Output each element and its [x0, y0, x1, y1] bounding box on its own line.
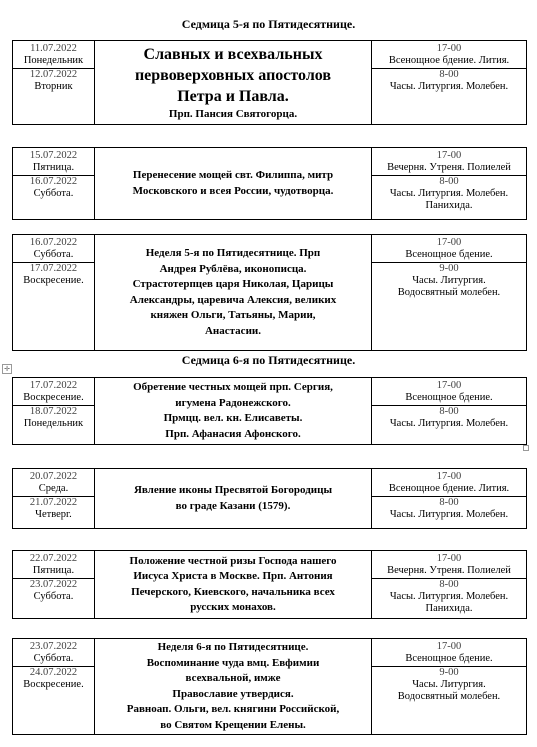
feast-cell — [95, 235, 372, 351]
weekday: Суббота. — [33, 652, 74, 664]
service-text: Часы. Литургия. — [412, 275, 486, 286]
date: 18.07.2022 — [29, 406, 78, 417]
day-cell — [13, 667, 95, 735]
weekday: Суббота. — [33, 248, 74, 260]
weekday: Вторник — [34, 81, 73, 92]
day-cell — [13, 378, 95, 406]
day-cell — [13, 235, 95, 263]
service-text: Всенощное бдение. — [405, 391, 493, 403]
date: 22.07.2022 — [29, 552, 78, 564]
day-cell — [13, 639, 95, 667]
weekday: Среда. — [38, 482, 69, 494]
service-time: 9-00 — [439, 667, 459, 678]
service-cell — [372, 469, 527, 497]
week-heading-5: Седмица 5-я по Пятидесятнице. — [181, 17, 356, 31]
day-cell — [13, 148, 95, 176]
service-text: Всенощное бдение. — [405, 652, 493, 664]
feast-line: во Святом Крещении Елены. — [160, 718, 306, 731]
weekday: Понедельник — [23, 418, 84, 429]
feast-line: Воспоминание чуда вмц. Евфимии — [146, 656, 320, 669]
feast-line: Православие утвердися. — [172, 687, 294, 700]
service-time: 17-00 — [436, 149, 462, 161]
weekday: Понедельник — [23, 54, 84, 66]
date: 23.07.2022 — [29, 579, 78, 590]
weekday: Суббота. — [33, 188, 74, 199]
weekday: Пятница. — [32, 161, 75, 173]
day-cell — [13, 69, 95, 125]
feast-line: всехвальной, имже — [185, 672, 281, 684]
feast-note: Прп. Пансия Святогорца. — [168, 108, 298, 120]
date: 17.07.2022 — [29, 379, 78, 391]
feast-line: Московского и всея России, чудотворца. — [132, 184, 334, 197]
service-text: Всенощное бдение. — [405, 248, 493, 260]
service-time: 8-00 — [439, 579, 459, 590]
feast-line: первоверховных апостолов — [134, 67, 332, 84]
feast-line: Равноап. Ольги, вел. княгини Российской, — [126, 703, 340, 715]
week-heading-6: Седмица 6-я по Пятидесятнице. — [181, 353, 356, 367]
service-text: Панихида. — [425, 200, 473, 211]
feast-line: Перенесение мощей свт. Филиппа, митр — [132, 169, 334, 181]
service-text: Водосвятный молебен. — [397, 287, 501, 298]
feast-cell — [95, 639, 372, 735]
date: 16.07.2022 — [29, 236, 78, 248]
service-cell — [372, 579, 527, 619]
service-time: 8-00 — [439, 69, 459, 80]
feast-line: Страстотерпцев царя Николая, Царицы — [132, 278, 334, 290]
service-text: Панихида. — [425, 603, 473, 614]
feast-line: Неделя 5-я по Пятидесятнице. Прп — [145, 247, 321, 259]
service-time: 17-00 — [436, 42, 462, 54]
service-text: Часы. Литургия. Молебен. — [389, 591, 509, 602]
schedule-block — [12, 550, 527, 619]
date: 16.07.2022 — [29, 176, 78, 187]
date: 24.07.2022 — [29, 667, 78, 678]
feast-line: княжен Ольги, Татьяны, Марии, — [150, 309, 316, 321]
feast-line: игумена Радонежского. — [175, 396, 291, 409]
service-cell — [372, 263, 527, 351]
service-time: 17-00 — [436, 236, 462, 248]
service-text: Часы. Литургия. Молебен. — [389, 509, 509, 520]
feast-cell — [95, 41, 372, 125]
date: 20.07.2022 — [29, 470, 78, 482]
weekday: Суббота. — [33, 591, 74, 602]
day-cell — [13, 263, 95, 351]
service-time: 8-00 — [439, 406, 459, 417]
feast-line: Петра и Павла. — [177, 88, 289, 105]
feast-line: Александры, царевича Алексия, великих — [129, 293, 337, 306]
schedule-block — [12, 377, 527, 445]
weekday: Воскресение. — [23, 391, 84, 403]
feast-line: Прмцц. вел. кн. Елисаветы. — [163, 412, 303, 424]
service-cell — [372, 551, 527, 579]
feast-line: Неделя 6-я по Пятидесятнице. — [157, 641, 309, 653]
day-cell — [13, 579, 95, 619]
date: 17.07.2022 — [29, 263, 78, 274]
feast-line: Славных и всехвальных — [143, 46, 323, 63]
service-text: Часы. Литургия. — [412, 679, 486, 690]
service-cell — [372, 406, 527, 445]
schedule-block — [12, 468, 527, 529]
day-cell — [13, 551, 95, 579]
service-cell — [372, 235, 527, 263]
date: 15.07.2022 — [29, 149, 78, 161]
service-time: 17-00 — [436, 470, 462, 482]
service-cell — [372, 639, 527, 667]
feast-cell — [95, 148, 372, 220]
service-text: Часы. Литургия. Молебен. — [389, 188, 509, 199]
date: 12.07.2022 — [29, 69, 78, 80]
day-cell — [13, 176, 95, 220]
service-time: 17-00 — [436, 379, 462, 391]
service-cell — [372, 378, 527, 406]
feast-line: во граде Казани (1579). — [175, 499, 291, 512]
feast-cell — [95, 469, 372, 529]
service-time: 17-00 — [436, 640, 462, 652]
table-resize-handle-icon[interactable] — [523, 445, 529, 451]
schedule-block — [12, 234, 527, 351]
service-time: 8-00 — [439, 176, 459, 187]
service-text: Вечерня. Утреня. Полиелей — [387, 161, 511, 173]
day-cell — [13, 497, 95, 529]
feast-line: Обретение честных мощей прп. Сергия, — [133, 381, 333, 393]
day-cell — [13, 469, 95, 497]
service-cell — [372, 176, 527, 220]
feast-line: Андрея Рублёва, иконописца. — [159, 262, 307, 275]
service-text: Часы. Литургия. Молебен. — [389, 81, 509, 92]
feast-cell — [95, 378, 372, 445]
service-cell — [372, 667, 527, 735]
feast-line: Анастасии. — [204, 324, 261, 337]
weekday: Воскресение. — [23, 275, 84, 286]
service-text: Часы. Литургия. Молебен. — [389, 418, 509, 429]
day-cell — [13, 41, 95, 69]
schedule-block — [12, 638, 527, 735]
feast-line: Иисуса Христа в Москве. Прп. Антония — [133, 570, 333, 582]
feast-line: Прп. Афанасия Афонского. — [165, 427, 301, 440]
service-time: 17-00 — [436, 552, 462, 564]
service-text: Всенощное бдение. Лития. — [388, 482, 510, 494]
service-time: 9-00 — [439, 263, 459, 274]
feast-line: русских монахов. — [190, 601, 276, 613]
date: 23.07.2022 — [29, 640, 78, 652]
date: 11.07.2022 — [30, 42, 77, 54]
date: 21.07.2022 — [29, 497, 78, 508]
weekday: Воскресение. — [23, 679, 84, 690]
schedule-block — [12, 40, 527, 125]
feast-line: Положение честной ризы Господа нашего — [129, 554, 337, 567]
service-cell — [372, 41, 527, 69]
table-move-handle-icon[interactable]: ✛ — [2, 364, 12, 374]
feast-line: Печерского, Киевского, начальника всех — [131, 585, 335, 598]
service-cell — [372, 69, 527, 125]
service-cell — [372, 148, 527, 176]
weekday: Пятница. — [32, 564, 75, 576]
service-time: 8-00 — [439, 497, 459, 508]
feast-cell — [95, 551, 372, 619]
service-cell — [372, 497, 527, 529]
weekday: Четверг. — [35, 509, 72, 520]
service-text: Всенощное бдение. Лития. — [388, 54, 510, 66]
day-cell — [13, 406, 95, 445]
schedule-block — [12, 147, 527, 220]
feast-line: Явление иконы Пресвятой Богородицы — [133, 484, 333, 496]
service-text: Водосвятный молебен. — [397, 691, 501, 702]
service-text: Вечерня. Утреня. Полиелей — [387, 564, 511, 576]
